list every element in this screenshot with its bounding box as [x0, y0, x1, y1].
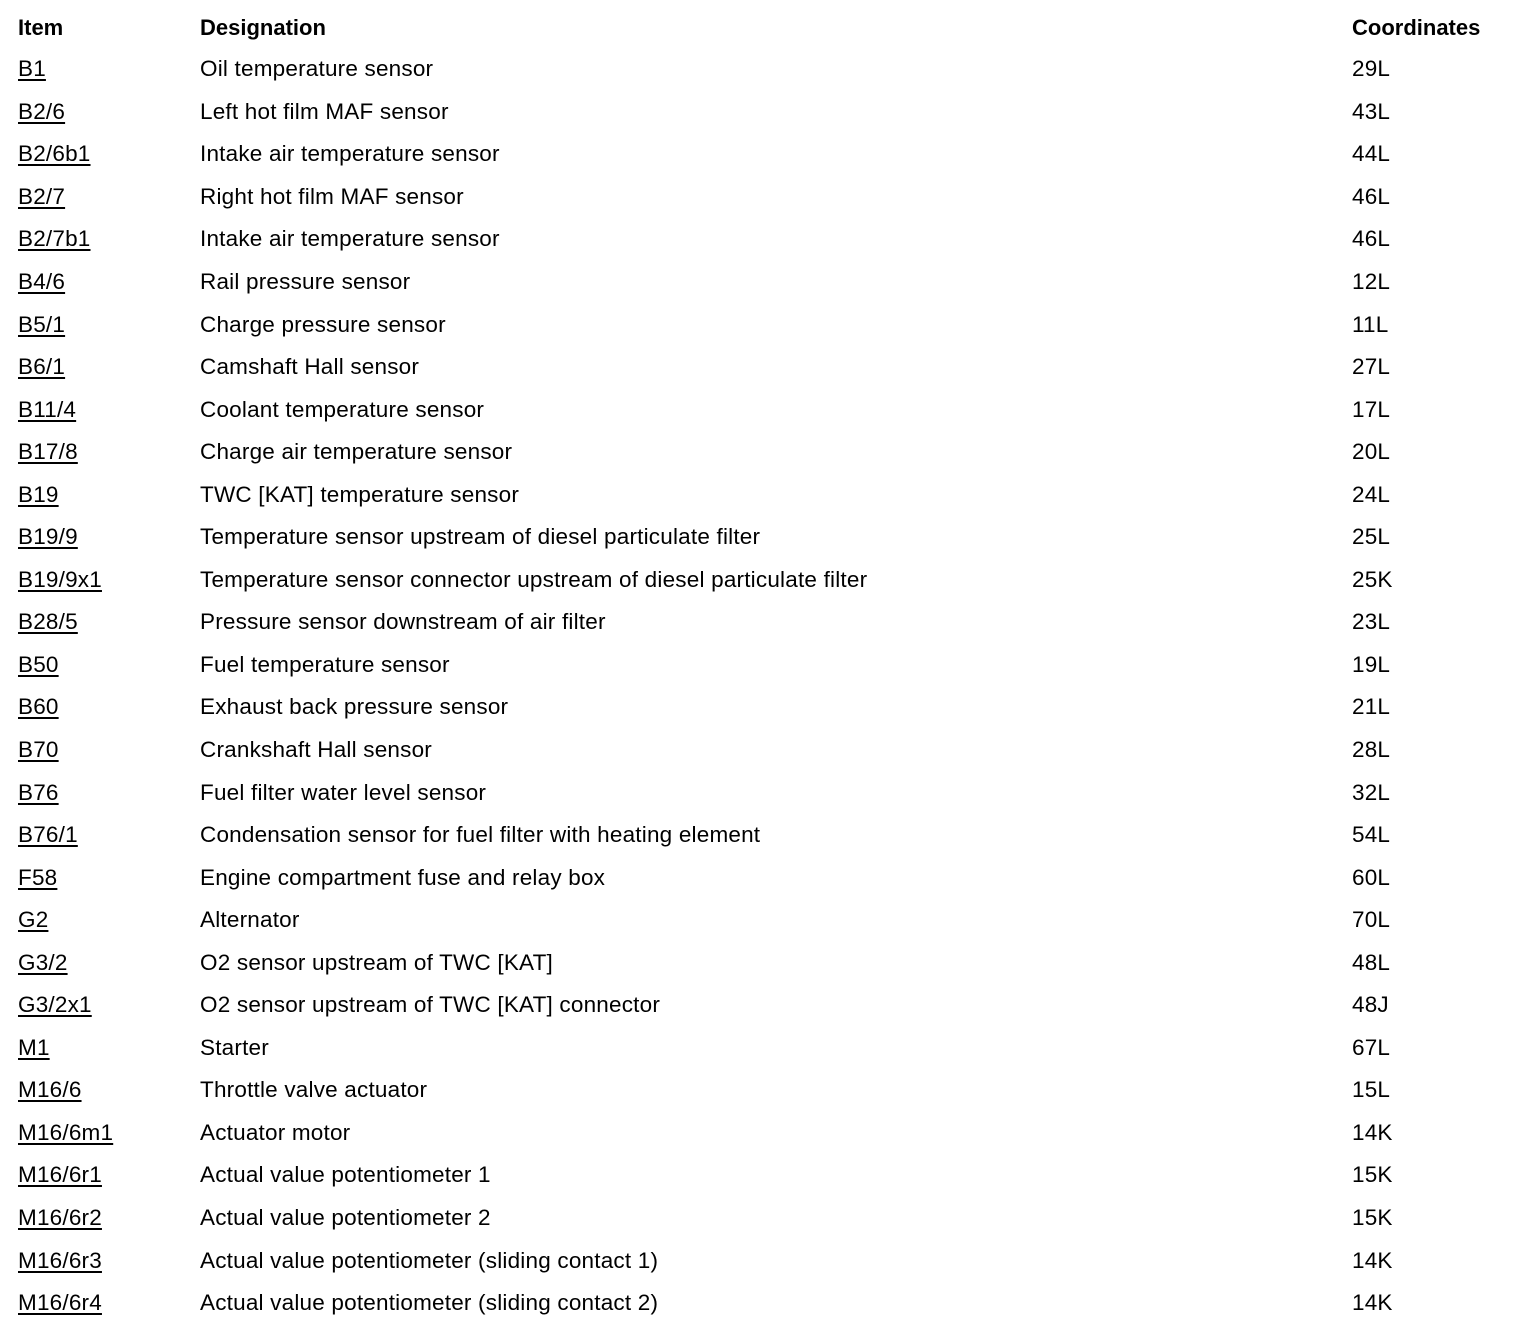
- item-link[interactable]: B2/7b1: [18, 226, 91, 252]
- coordinates-cell: 25L: [1352, 524, 1391, 550]
- designation-cell: Fuel filter water level sensor: [200, 779, 487, 805]
- coordinates-cell: 23L: [1352, 609, 1391, 635]
- designation-cell: Actual value potentiometer 1: [200, 1162, 491, 1188]
- designation-cell: Fuel temperature sensor: [200, 651, 450, 677]
- item-cell: [18, 856, 200, 899]
- coordinates-cell: 11L: [1352, 311, 1389, 337]
- item-cell: [18, 1027, 200, 1070]
- designation-cell: Actual value potentiometer 2: [200, 1205, 491, 1231]
- table-row: [18, 686, 1508, 729]
- coordinates-cell: 20L: [1352, 439, 1391, 465]
- table-row: [18, 48, 1508, 91]
- item-link[interactable]: B5/1: [18, 311, 66, 337]
- coordinates-cell: 46L: [1352, 183, 1391, 209]
- table-row: [18, 176, 1508, 219]
- item-cell: [18, 729, 200, 772]
- column-header-designation: Designation: [200, 15, 326, 40]
- table-row: [18, 1154, 1508, 1197]
- table-row: [18, 261, 1508, 304]
- item-cell: [18, 559, 200, 602]
- coordinates-cell: 54L: [1352, 822, 1391, 848]
- item-link[interactable]: B19: [18, 481, 59, 507]
- item-cell: [18, 346, 200, 389]
- table-row: [18, 91, 1508, 134]
- item-link[interactable]: M16/6r3: [18, 1247, 102, 1273]
- coordinates-cell: 70L: [1352, 907, 1391, 933]
- item-cell: [18, 133, 200, 176]
- designation-cell: Condensation sensor for fuel filter with heating element: [200, 822, 761, 848]
- component-legend-table: [18, 8, 1508, 1324]
- designation-cell: Actual value potentiometer (sliding contact 2): [200, 1290, 659, 1316]
- item-cell: [18, 899, 200, 942]
- table-row: [18, 559, 1508, 602]
- item-link[interactable]: M16/6r1: [18, 1162, 102, 1188]
- table-row: [18, 1239, 1508, 1282]
- coordinates-cell: 32L: [1352, 779, 1391, 805]
- item-cell: [18, 686, 200, 729]
- designation-cell: Pressure sensor downstream of air filter: [200, 609, 606, 635]
- item-cell: [18, 431, 200, 474]
- item-cell: [18, 1239, 200, 1282]
- item-cell: [18, 1197, 200, 1240]
- table-row: [18, 516, 1508, 559]
- item-link[interactable]: M1: [18, 1034, 50, 1060]
- item-cell: [18, 1112, 200, 1155]
- item-link[interactable]: F58: [18, 864, 58, 890]
- header-row: [18, 8, 1508, 48]
- designation-cell: Temperature sensor connector upstream of diesel particulate filter: [200, 566, 868, 592]
- table-header: [18, 8, 1508, 48]
- item-cell: [18, 91, 200, 134]
- coordinates-cell: 48L: [1352, 949, 1391, 975]
- designation-cell: Charge pressure sensor: [200, 311, 446, 337]
- item-cell: [18, 473, 200, 516]
- table-row: [18, 771, 1508, 814]
- table-row: [18, 644, 1508, 687]
- item-link[interactable]: M16/6r4: [18, 1290, 102, 1316]
- item-cell: [18, 814, 200, 857]
- item-link[interactable]: B2/6b1: [18, 141, 91, 167]
- item-link[interactable]: B60: [18, 694, 59, 720]
- table-row: [18, 984, 1508, 1027]
- designation-cell: Engine compartment fuse and relay box: [200, 864, 606, 890]
- table-body: [18, 48, 1508, 1324]
- coordinates-cell: 25K: [1352, 566, 1393, 592]
- coordinates-cell: 27L: [1352, 354, 1391, 380]
- designation-cell: Temperature sensor upstream of diesel particulate filter: [200, 524, 761, 550]
- column-header-item: Item: [18, 15, 64, 40]
- designation-cell: Crankshaft Hall sensor: [200, 737, 432, 763]
- item-link[interactable]: B76: [18, 779, 59, 805]
- table-row: [18, 1112, 1508, 1155]
- item-cell: [18, 984, 200, 1027]
- item-cell: [18, 771, 200, 814]
- coordinates-cell: 19L: [1352, 651, 1391, 677]
- table-row: [18, 218, 1508, 261]
- item-cell: [18, 261, 200, 304]
- table-row: [18, 814, 1508, 857]
- item-link[interactable]: B19/9: [18, 524, 78, 550]
- item-cell: [18, 48, 200, 91]
- designation-cell: O2 sensor upstream of TWC [KAT]: [200, 949, 553, 975]
- designation-cell: Alternator: [200, 907, 300, 933]
- designation-cell: Actuator motor: [200, 1119, 351, 1145]
- designation-cell: Throttle valve actuator: [200, 1077, 428, 1103]
- coordinates-cell: 14K: [1352, 1119, 1393, 1145]
- designation-cell: Intake air temperature sensor: [200, 226, 500, 252]
- table-row: [18, 431, 1508, 474]
- coordinates-cell: 24L: [1352, 481, 1391, 507]
- item-link[interactable]: B6/1: [18, 354, 66, 380]
- item-link[interactable]: B11/4: [18, 396, 77, 422]
- item-cell: [18, 601, 200, 644]
- item-link[interactable]: B19/9x1: [18, 566, 102, 592]
- table-row: [18, 473, 1508, 516]
- coordinates-cell: 21L: [1352, 694, 1391, 720]
- designation-cell: Actual value potentiometer (sliding contact 1): [200, 1247, 659, 1273]
- item-cell: [18, 1154, 200, 1197]
- table-row: [18, 1197, 1508, 1240]
- coordinates-cell: 14K: [1352, 1247, 1393, 1273]
- item-link[interactable]: B76/1: [18, 822, 78, 848]
- designation-cell: Oil temperature sensor: [200, 56, 434, 82]
- table-row: [18, 388, 1508, 431]
- coordinates-cell: 48J: [1352, 992, 1389, 1018]
- table-row: [18, 303, 1508, 346]
- designation-cell: Left hot film MAF sensor: [200, 98, 449, 124]
- item-link[interactable]: B50: [18, 651, 59, 677]
- coordinates-cell: 17L: [1352, 396, 1391, 422]
- coordinates-cell: 43L: [1352, 98, 1391, 124]
- item-cell: [18, 176, 200, 219]
- table-row: [18, 899, 1508, 942]
- designation-cell: Exhaust back pressure sensor: [200, 694, 509, 720]
- table-row: [18, 1027, 1508, 1070]
- item-link[interactable]: G2: [18, 907, 49, 933]
- item-link[interactable]: B28/5: [18, 609, 78, 635]
- item-cell: [18, 516, 200, 559]
- coordinates-cell: 15K: [1352, 1162, 1393, 1188]
- designation-cell: Coolant temperature sensor: [200, 396, 485, 422]
- item-link[interactable]: B2/6: [18, 98, 66, 124]
- item-cell: [18, 388, 200, 431]
- designation-cell: Camshaft Hall sensor: [200, 354, 420, 380]
- column-header-coordinates: Coordinates: [1352, 15, 1481, 40]
- item-link[interactable]: G3/2x1: [18, 992, 92, 1018]
- item-link[interactable]: M16/6r2: [18, 1205, 102, 1231]
- item-cell: [18, 218, 200, 261]
- coordinates-cell: 44L: [1352, 141, 1391, 167]
- designation-cell: Right hot film MAF sensor: [200, 183, 464, 209]
- table-row: [18, 729, 1508, 772]
- table-row: [18, 601, 1508, 644]
- coordinates-cell: 67L: [1352, 1034, 1391, 1060]
- item-cell: [18, 303, 200, 346]
- item-link[interactable]: B2/7: [18, 183, 66, 209]
- item-link[interactable]: M16/6m1: [18, 1119, 114, 1145]
- item-link[interactable]: B17/8: [18, 439, 78, 465]
- coordinates-cell: 14K: [1352, 1290, 1393, 1316]
- table-row: [18, 941, 1508, 984]
- designation-cell: O2 sensor upstream of TWC [KAT] connector: [200, 992, 661, 1018]
- item-link[interactable]: G3/2: [18, 949, 68, 975]
- designation-cell: Charge air temperature sensor: [200, 439, 513, 465]
- item-cell: [18, 644, 200, 687]
- coordinates-cell: 15K: [1352, 1205, 1393, 1231]
- table-row: [18, 1069, 1508, 1112]
- item-link[interactable]: B4/6: [18, 269, 66, 294]
- table-row: [18, 856, 1508, 899]
- item-cell: [18, 1282, 200, 1325]
- item-link[interactable]: M16/6: [18, 1077, 82, 1103]
- item-link[interactable]: B70: [18, 737, 59, 763]
- item-cell: [18, 941, 200, 984]
- table-row: [18, 133, 1508, 176]
- coordinates-cell: 29L: [1352, 56, 1391, 82]
- coordinates-cell: 28L: [1352, 737, 1391, 763]
- coordinates-cell: 15L: [1352, 1077, 1391, 1103]
- item-cell: [18, 1069, 200, 1112]
- designation-cell: Starter: [200, 1034, 269, 1060]
- table-row: [18, 1282, 1508, 1325]
- designation-cell: Intake air temperature sensor: [200, 141, 500, 167]
- coordinates-cell: 46L: [1352, 226, 1391, 252]
- designation-cell: Rail pressure sensor: [200, 269, 411, 294]
- designation-cell: TWC [KAT] temperature sensor: [200, 481, 520, 507]
- table-row: [18, 346, 1508, 389]
- coordinates-cell: 12L: [1352, 269, 1391, 294]
- item-link[interactable]: B1: [18, 56, 46, 82]
- coordinates-cell: 60L: [1352, 864, 1391, 890]
